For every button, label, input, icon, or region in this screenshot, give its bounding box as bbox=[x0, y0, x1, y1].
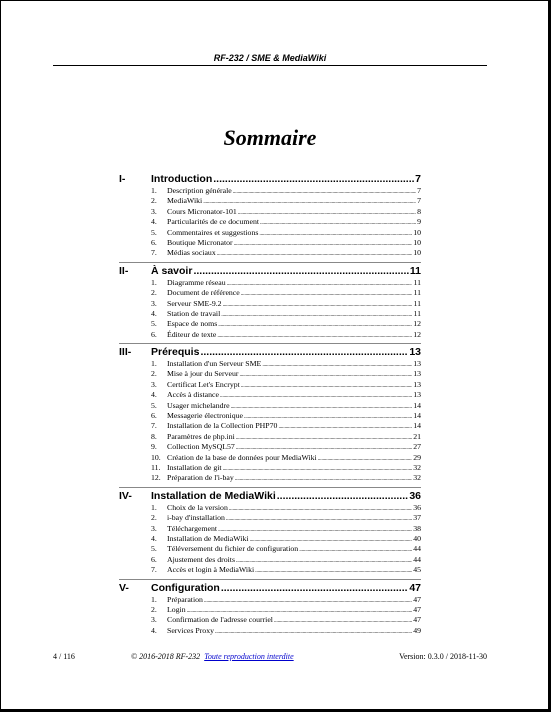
dot-leader bbox=[217, 249, 412, 259]
toc-item-entry[interactable] bbox=[119, 319, 421, 329]
item-page: 47 bbox=[413, 604, 421, 614]
dot-leader bbox=[227, 279, 413, 289]
item-title: Médias sociaux bbox=[167, 248, 216, 258]
item-number: 7. bbox=[151, 248, 157, 258]
toc-item-entry[interactable] bbox=[119, 217, 421, 227]
section-number: I- bbox=[119, 173, 126, 185]
item-number: 4. bbox=[151, 217, 157, 227]
dot-leader bbox=[229, 504, 412, 514]
item-page: 13 bbox=[413, 390, 421, 400]
item-page: 10 bbox=[413, 237, 421, 247]
toc-section-entry[interactable] bbox=[119, 265, 421, 278]
item-title: Préparation de l'i-bay bbox=[167, 473, 234, 483]
toc-section bbox=[119, 343, 421, 484]
section-title: Prérequis bbox=[151, 346, 200, 359]
section-title: Configuration bbox=[151, 581, 220, 594]
item-title: Accès à distance bbox=[167, 390, 219, 400]
table-of-contents bbox=[119, 173, 421, 639]
dot-leader bbox=[236, 433, 412, 443]
dot-leader bbox=[255, 566, 412, 576]
item-number: 2. bbox=[151, 288, 157, 298]
dot-leader bbox=[223, 300, 413, 310]
item-page: 32 bbox=[413, 462, 421, 472]
item-page: 37 bbox=[413, 513, 421, 523]
toc-item-entry[interactable] bbox=[119, 238, 421, 248]
item-number: 1. bbox=[151, 594, 157, 604]
toc-item-entry[interactable] bbox=[119, 359, 421, 369]
dot-leader bbox=[234, 239, 413, 249]
item-number: 2. bbox=[151, 604, 157, 614]
toc-item-entry[interactable] bbox=[119, 248, 421, 258]
item-page: 27 bbox=[413, 442, 421, 452]
item-title: Paramètres de php.ini bbox=[167, 431, 235, 441]
dot-leader bbox=[235, 474, 412, 484]
dot-leader bbox=[213, 173, 414, 186]
section-number: V- bbox=[119, 581, 129, 594]
toc-item-entry[interactable] bbox=[119, 228, 421, 238]
item-page: 14 bbox=[413, 421, 421, 431]
item-page: 7 bbox=[417, 186, 421, 195]
toc-section-entry[interactable] bbox=[119, 346, 421, 359]
item-title: Ajustement des droits bbox=[167, 554, 235, 564]
dot-leader bbox=[223, 464, 413, 474]
item-title: Document de référence bbox=[167, 288, 240, 298]
dot-leader bbox=[262, 360, 412, 370]
item-page: 9 bbox=[417, 217, 421, 227]
dot-leader bbox=[193, 265, 408, 278]
toc-item-entry[interactable] bbox=[119, 380, 421, 390]
toc-item-entry[interactable] bbox=[119, 411, 421, 421]
item-page: 21 bbox=[413, 431, 421, 441]
item-page: 10 bbox=[413, 248, 421, 258]
item-number: 4. bbox=[151, 625, 157, 635]
item-title: Station de travail bbox=[167, 308, 221, 318]
item-title: Services Proxy bbox=[167, 625, 214, 635]
footer-copyright: © 2016-2018 RF-232 bbox=[131, 652, 201, 661]
dot-leader bbox=[238, 208, 416, 218]
dot-leader bbox=[277, 490, 409, 503]
dot-leader bbox=[233, 187, 416, 197]
footer-page-number: 4 / 116 bbox=[53, 652, 75, 661]
item-title: Éditeur de texte bbox=[167, 329, 217, 339]
section-page: 13 bbox=[409, 346, 421, 359]
item-title: Diagramme réseau bbox=[167, 277, 226, 287]
toc-item-entry[interactable] bbox=[119, 534, 421, 544]
section-title: À savoir bbox=[151, 264, 193, 277]
toc-item-entry[interactable] bbox=[119, 544, 421, 554]
item-page: 13 bbox=[413, 379, 421, 389]
item-page: 47 bbox=[413, 594, 421, 604]
toc-item-entry[interactable] bbox=[119, 453, 421, 463]
toc-item-entry[interactable] bbox=[119, 207, 421, 217]
item-number: 5. bbox=[151, 319, 157, 329]
item-page: 44 bbox=[413, 544, 421, 554]
section-number: II- bbox=[119, 264, 129, 277]
item-page: 36 bbox=[413, 502, 421, 512]
dot-leader bbox=[259, 229, 412, 239]
section-title: Installation de MediaWiki bbox=[151, 489, 276, 502]
item-title: Certificat Let's Encrypt bbox=[167, 379, 240, 389]
item-number: 7. bbox=[151, 565, 157, 575]
item-number: 5. bbox=[151, 544, 157, 554]
item-title: Choix de la version bbox=[167, 502, 228, 512]
dot-leader bbox=[217, 331, 412, 341]
item-number: 12. bbox=[151, 473, 161, 483]
toc-item-entry[interactable] bbox=[119, 524, 421, 534]
item-title: i-bay d'installation bbox=[167, 513, 225, 523]
dot-leader bbox=[226, 514, 412, 524]
item-page: 13 bbox=[413, 359, 421, 369]
item-page: 11 bbox=[413, 308, 421, 318]
dot-leader bbox=[278, 422, 412, 432]
item-number: 4. bbox=[151, 308, 157, 318]
header-rule bbox=[53, 65, 487, 66]
item-title: Login bbox=[167, 604, 186, 614]
item-title: Serveur SME-9.2 bbox=[167, 298, 222, 308]
item-page: 12 bbox=[413, 319, 421, 329]
toc-section bbox=[119, 487, 421, 576]
item-title: Installation d'un Serveur SME bbox=[167, 359, 262, 369]
item-page: 12 bbox=[413, 329, 421, 339]
item-number: 3. bbox=[151, 298, 157, 308]
item-page: 11 bbox=[413, 277, 421, 287]
item-title: Boutique Micronator bbox=[167, 237, 233, 247]
dot-leader bbox=[241, 289, 413, 299]
toc-item-entry[interactable] bbox=[119, 615, 421, 625]
item-number: 11. bbox=[151, 462, 161, 472]
item-number: 9. bbox=[151, 442, 157, 452]
item-number: 4. bbox=[151, 390, 157, 400]
toc-item-entry[interactable] bbox=[119, 463, 421, 473]
item-page: 40 bbox=[413, 533, 421, 543]
toc-section-entry[interactable] bbox=[119, 582, 421, 595]
section-page: 47 bbox=[409, 581, 421, 594]
item-number: 5. bbox=[151, 400, 157, 410]
running-header: RF-232 / SME & MediaWiki bbox=[213, 53, 327, 63]
toc-item-entry[interactable] bbox=[119, 565, 421, 575]
dot-leader bbox=[318, 454, 412, 464]
dot-leader bbox=[236, 556, 412, 566]
item-page: 38 bbox=[413, 523, 421, 533]
toc-item-entry[interactable] bbox=[119, 513, 421, 523]
item-title: Téléversement du fichier de configuration bbox=[167, 544, 299, 554]
page-footer bbox=[53, 652, 487, 664]
item-number: 1. bbox=[151, 502, 157, 512]
item-title: Usager michelandre bbox=[167, 400, 230, 410]
item-number: 1. bbox=[151, 277, 157, 287]
item-number: 8. bbox=[151, 431, 157, 441]
item-page: 11 bbox=[413, 288, 421, 298]
footer-link[interactable]: Toute reproduction interdite bbox=[204, 652, 294, 661]
item-page: 29 bbox=[413, 452, 421, 462]
toc-item-entry[interactable] bbox=[119, 288, 421, 298]
item-page: 7 bbox=[417, 196, 421, 206]
dot-leader bbox=[239, 370, 412, 380]
item-number: 3. bbox=[151, 523, 157, 533]
item-number: 6. bbox=[151, 329, 157, 339]
dot-leader bbox=[274, 616, 412, 626]
item-page: 32 bbox=[413, 473, 421, 483]
footer-version: Version: 0.3.0 / 2018-11-30 bbox=[399, 652, 487, 661]
item-page: 47 bbox=[413, 615, 421, 625]
item-title: Accès et login à MediaWiki bbox=[167, 565, 255, 575]
item-title: Installation de git bbox=[167, 462, 222, 472]
item-number: 2. bbox=[151, 369, 157, 379]
toc-item-entry[interactable] bbox=[119, 390, 421, 400]
toc-item-entry[interactable] bbox=[119, 555, 421, 565]
toc-section bbox=[119, 173, 421, 259]
toc-item-entry[interactable] bbox=[119, 401, 421, 411]
item-number: 1. bbox=[151, 186, 157, 195]
item-page: 49 bbox=[413, 625, 421, 635]
item-title: Collection MySQL57 bbox=[167, 442, 235, 452]
item-number: 5. bbox=[151, 227, 157, 237]
item-title: Description générale bbox=[167, 186, 232, 195]
toc-section bbox=[119, 579, 421, 637]
item-number: 3. bbox=[151, 615, 157, 625]
item-number: 2. bbox=[151, 196, 157, 206]
item-title: Confirmation de l'adresse courriel bbox=[167, 615, 273, 625]
page-title: Sommaire bbox=[223, 125, 317, 150]
toc-item-entry[interactable] bbox=[119, 330, 421, 340]
item-number: 6. bbox=[151, 554, 157, 564]
item-page: 11 bbox=[413, 298, 421, 308]
item-page: 8 bbox=[417, 206, 421, 216]
item-number: 1. bbox=[151, 359, 157, 369]
item-page: 10 bbox=[413, 227, 421, 237]
dot-leader bbox=[299, 545, 412, 555]
footer-copyright-block bbox=[131, 652, 294, 661]
item-title: Création de la base de données pour MediaWiki bbox=[167, 452, 317, 462]
item-number: 6. bbox=[151, 411, 157, 421]
toc-item-entry[interactable] bbox=[119, 626, 421, 636]
item-title: Cours Micronator-101 bbox=[167, 206, 237, 216]
toc-item-entry[interactable] bbox=[119, 369, 421, 379]
toc-item-entry[interactable] bbox=[119, 503, 421, 513]
dot-leader bbox=[221, 582, 408, 595]
dot-leader bbox=[241, 381, 412, 391]
item-title: Installation de MediaWiki bbox=[167, 533, 249, 543]
toc-section-entry[interactable] bbox=[119, 173, 421, 186]
dot-leader bbox=[231, 402, 413, 412]
dot-leader bbox=[200, 346, 408, 359]
section-page: 36 bbox=[409, 489, 421, 502]
section-page: 7 bbox=[415, 173, 421, 185]
item-number: 2. bbox=[151, 513, 157, 523]
section-page: 11 bbox=[409, 264, 421, 277]
dot-leader bbox=[215, 627, 412, 637]
toc-item-entry[interactable] bbox=[119, 309, 421, 319]
toc-item-entry[interactable] bbox=[119, 442, 421, 452]
dot-leader bbox=[260, 218, 416, 228]
item-page: 45 bbox=[413, 565, 421, 575]
toc-item-entry[interactable] bbox=[119, 432, 421, 442]
item-page: 13 bbox=[413, 369, 421, 379]
item-title: MediaWiki bbox=[167, 196, 203, 206]
toc-item-entry[interactable] bbox=[119, 421, 421, 431]
toc-item-entry[interactable] bbox=[119, 473, 421, 483]
item-page: 14 bbox=[413, 400, 421, 410]
item-number: 3. bbox=[151, 379, 157, 389]
dot-leader bbox=[220, 391, 412, 401]
item-title: Particularités de ce document bbox=[167, 217, 260, 227]
dot-leader bbox=[204, 596, 412, 606]
item-title: Installation de la Collection PHP70 bbox=[167, 421, 278, 431]
item-page: 44 bbox=[413, 554, 421, 564]
item-page: 14 bbox=[413, 411, 421, 421]
toc-section-entry[interactable] bbox=[119, 490, 421, 503]
item-number: 7. bbox=[151, 421, 157, 431]
item-title: Mise à jour du Serveur bbox=[167, 369, 239, 379]
section-number: III- bbox=[119, 346, 132, 359]
item-title: Téléchargement bbox=[167, 523, 218, 533]
toc-item-entry[interactable] bbox=[119, 278, 421, 288]
toc-item-entry[interactable] bbox=[119, 605, 421, 615]
toc-item-entry[interactable] bbox=[119, 196, 421, 206]
item-number: 10. bbox=[151, 452, 161, 462]
toc-item-entry[interactable] bbox=[119, 299, 421, 309]
section-number: IV- bbox=[119, 489, 132, 502]
toc-item-entry[interactable] bbox=[119, 595, 421, 605]
item-number: 6. bbox=[151, 237, 157, 247]
item-title: Messagerie électronique bbox=[167, 411, 243, 421]
toc-item-entry[interactable] bbox=[119, 186, 421, 196]
toc-section bbox=[119, 262, 421, 340]
section-title: Introduction bbox=[151, 173, 213, 185]
item-title: Préparation bbox=[167, 594, 203, 604]
dot-leader bbox=[218, 320, 412, 330]
item-number: 3. bbox=[151, 206, 157, 216]
item-number: 4. bbox=[151, 533, 157, 543]
item-title: Espace de noms bbox=[167, 319, 218, 329]
item-title: Commentaires et suggestions bbox=[167, 227, 259, 237]
dot-leader bbox=[221, 310, 412, 320]
